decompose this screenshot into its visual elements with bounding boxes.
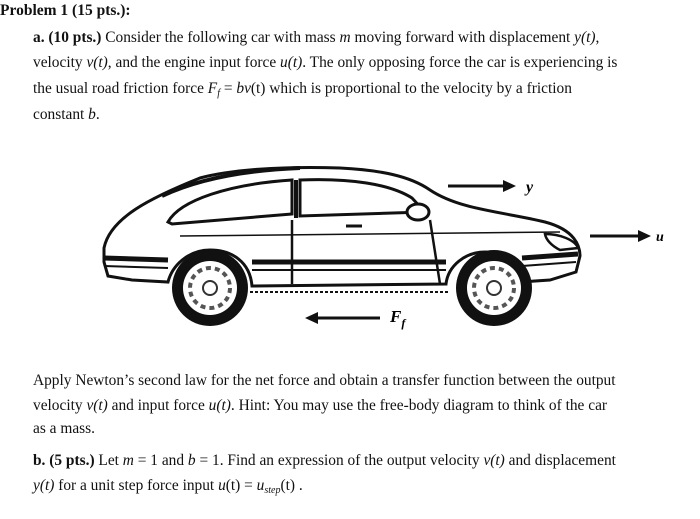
part-b-line-2: y(t) for a unit step force input $u(t) = u_{step}(t)$ . [33,477,303,496]
part-a-line-1: a. (10 pts.) Consider the following car with mass m moving forward with displacement y(t), [33,29,600,46]
part-a-line-2: velocity v(t), and the engine input force u(t). The only opposing force the car is experiencing is [33,54,618,71]
label-ff: $F_f$ [390,307,406,330]
friction-force-arrow [305,307,406,330]
instruction-line-1: Apply Newton’s second law for the net force and obtain a transfer function between the output [33,372,616,389]
part-a-label: a. (10 pts.) [33,29,102,46]
label-u: u [656,230,664,245]
part-a-line-4: constant b. [33,106,100,123]
rear-wheel [172,250,248,326]
displacement-arrow [448,179,534,196]
car-mirror [407,204,429,220]
label-y: y [526,179,534,196]
input-force-arrow [590,230,664,245]
part-a-line-3: the usual road friction force $F_f = bv(t)$ which is proportional to the velocity by a friction [33,80,572,99]
part-b-line-1: b. (5 pts.) Let m = 1 and b = 1. Find an expression of the output velocity v(t) and displacement [33,452,616,469]
part-b-label: b. (5 pts.) [33,452,95,469]
problem-title: Problem 1 (15 pts.): [0,2,131,19]
instruction-line-2: velocity v(t) and input force u(t). Hint: You may use the free-body diagram to think of the car [33,397,608,414]
step-input-formula: $u(t) = u_{step}(t)$ [218,477,296,496]
instruction-line-3: as a mass. [33,420,95,437]
front-wheel [456,250,532,326]
friction-formula: $F_f = bv(t)$ [207,80,266,99]
